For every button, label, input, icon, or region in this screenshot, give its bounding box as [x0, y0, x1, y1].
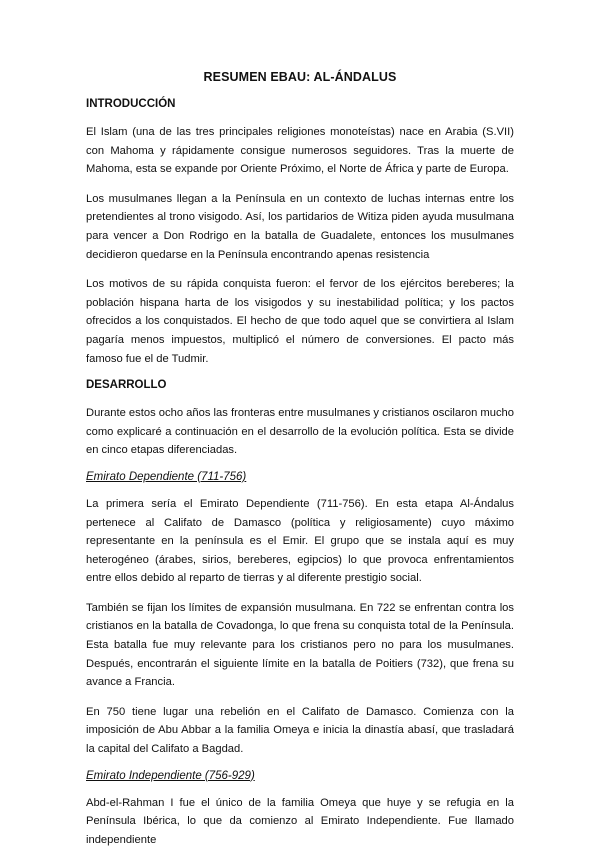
paragraph-emirato-dependiente-1: La primera sería el Emirato Dependiente (711-756). En esta etapa Al-Ándalus pertenece al Califato de Damasco (política y religiosamente) cuyo máximo representante en la península es el Emir. El grupo que se instala aquí es muy heterogéneo (árabes, sirios, bereberes, egipcios) lo que provoca enfrentamientos entre ellos debido al reparto de tierras y al diferente prestigio social. [86, 497, 514, 585]
document-title: RESUMEN EBAU: AL-ÁNDALUS [203, 70, 397, 84]
paragraph-emirato-dependiente-3: En 750 tiene lugar una rebelión en el Califato de Damasco. Comienza con la imposición de Abu Abbar a la familia Omeya e inicia la dinastía abasí, que trasladará la capital del Califato a Bagdad. [86, 705, 514, 756]
heading-introduccion: INTRODUCCIÓN [86, 98, 176, 110]
paragraph-intro-3: Los motivos de su rápida conquista fueron: el fervor de los ejércitos bereberes; la población hispana harta de los visigodos y su inestabilidad política; y los pactos ofrecidos a los conquistados. El hecho de que todo aquel que se convirtiera al Islam pagaría menos impuestos, multiplicó el número de conversiones. El pacto más famoso fue el de Tudmir. [86, 278, 514, 365]
paragraph-emirato-independiente-1: Abd-el-Rahman I fue el único de la familia Omeya que huye y se refugia en la Península Ibérica, lo que da comienzo al Emirato Independiente. Fue llamado independiente [86, 796, 514, 846]
paragraph-desarrollo-intro: Durante estos ocho años las fronteras entre musulmanes y cristianos oscilaron mucho como explicaré a continuación en el desarrollo de la evolución política. Esta se divide en cinco etapas diferenciadas. [86, 407, 514, 457]
paragraph-intro-2: Los musulmanes llegan a la Península en un contexto de luchas internas entre los pretendientes al trono visigodo. Así, los partidarios de Witiza piden ayuda musulmana para vencer a Don Rodrigo en la batalla de Guadalete, entonces los musulmanes decidieron quedarse en la Península encontrando apenas resistencia [86, 192, 514, 261]
heading-desarrollo: DESARROLLO [86, 379, 167, 392]
document-page [86, 70, 514, 860]
heading-emirato-independiente: Emirato Independiente (756-929) [86, 769, 255, 782]
heading-emirato-dependiente: Emirato Dependiente (711-756) [86, 470, 247, 483]
paragraph-emirato-dependiente-2: También se fijan los límites de expansión musulmana. En 722 se enfrentan contra los cristianos en la batalla de Covadonga, lo que frena su conquista total de la Península. Esta batalla fue muy relevante para los cristianos pero no para los musulmanes. Después, encontrarán el siguiente límite en la batalla de Poitiers (732), que frena su avance a Francia. [86, 601, 514, 689]
paragraph-intro-1: El Islam (una de las tres principales religiones monoteístas) nace en Arabia (S.VII) con Mahoma y rápidamente consigue numerosos seguidores. Tras la muerte de Mahoma, esta se expande por Oriente Próximo, el Norte de África y parte de Europa. [86, 126, 514, 176]
